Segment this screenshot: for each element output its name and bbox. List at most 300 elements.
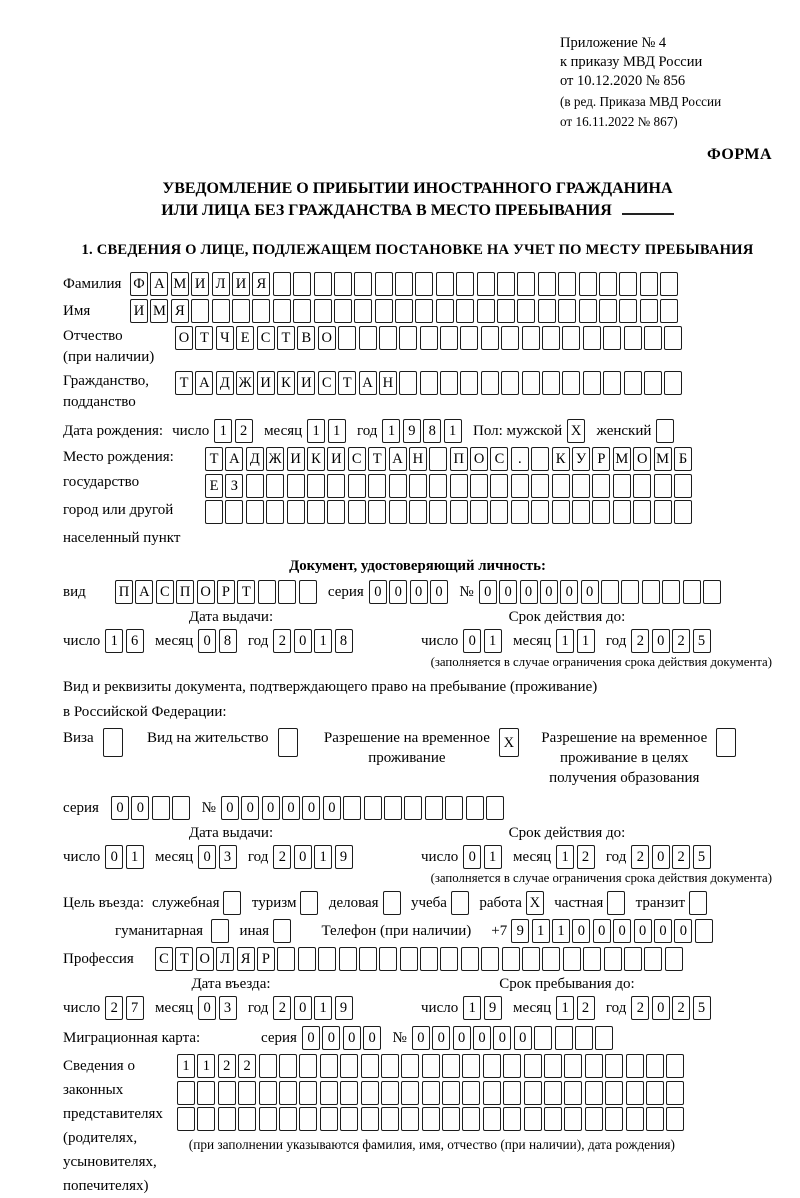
form-cell[interactable] <box>522 947 540 971</box>
form-cell[interactable] <box>278 728 298 757</box>
form-cell[interactable]: 0 <box>410 580 428 604</box>
form-cell[interactable] <box>422 1107 440 1131</box>
form-cell[interactable] <box>232 299 250 323</box>
form-cell[interactable] <box>531 474 549 498</box>
form-cell[interactable]: Б <box>674 447 692 471</box>
form-cell[interactable] <box>544 1107 562 1131</box>
form-cell[interactable]: 0 <box>593 919 611 943</box>
form-cell[interactable] <box>343 796 361 820</box>
form-cell[interactable] <box>318 947 336 971</box>
form-cell[interactable] <box>511 500 529 524</box>
form-cell[interactable]: 8 <box>335 629 353 653</box>
form-cell[interactable]: 1 <box>197 1054 215 1078</box>
form-cell[interactable] <box>624 947 642 971</box>
form-cell[interactable] <box>477 299 495 323</box>
form-cell[interactable] <box>563 947 581 971</box>
form-cell[interactable] <box>364 796 382 820</box>
form-cell[interactable] <box>575 1026 593 1050</box>
form-cell[interactable]: О <box>175 326 193 350</box>
form-cell[interactable] <box>320 1081 338 1105</box>
form-cell[interactable]: Т <box>205 447 223 471</box>
form-cell[interactable]: 0 <box>363 1026 381 1050</box>
form-cell[interactable]: Н <box>379 371 397 395</box>
form-cell[interactable] <box>218 1107 236 1131</box>
form-cell[interactable]: 0 <box>652 629 670 653</box>
form-cell[interactable] <box>339 947 357 971</box>
form-cell[interactable]: М <box>150 299 168 323</box>
form-cell[interactable]: 9 <box>335 845 353 869</box>
form-cell[interactable]: 0 <box>499 580 517 604</box>
form-cell[interactable]: 0 <box>674 919 692 943</box>
form-cell[interactable]: С <box>348 447 366 471</box>
form-cell[interactable]: 0 <box>432 1026 450 1050</box>
form-cell[interactable]: Т <box>277 326 295 350</box>
form-cell[interactable]: 5 <box>693 629 711 653</box>
form-cell[interactable]: 9 <box>484 996 502 1020</box>
form-cell[interactable] <box>626 1081 644 1105</box>
form-cell[interactable]: 0 <box>343 1026 361 1050</box>
form-cell[interactable]: 3 <box>219 996 237 1020</box>
form-cell[interactable]: 2 <box>577 845 595 869</box>
form-cell[interactable]: 2 <box>238 1054 256 1078</box>
form-cell[interactable]: 2 <box>218 1054 236 1078</box>
form-cell[interactable]: 0 <box>198 996 216 1020</box>
form-cell[interactable] <box>564 1081 582 1105</box>
form-cell[interactable] <box>666 1107 684 1131</box>
form-cell[interactable] <box>605 1054 623 1078</box>
form-cell[interactable] <box>517 272 535 296</box>
form-cell[interactable] <box>646 1054 664 1078</box>
form-cell[interactable] <box>152 796 170 820</box>
form-cell[interactable] <box>420 371 438 395</box>
form-cell[interactable] <box>613 500 631 524</box>
form-cell[interactable] <box>640 299 658 323</box>
form-cell[interactable]: 0 <box>389 580 407 604</box>
form-cell[interactable]: М <box>654 447 672 471</box>
form-cell[interactable]: 1 <box>214 419 232 443</box>
form-cell[interactable]: 0 <box>221 796 239 820</box>
form-cell[interactable] <box>572 474 590 498</box>
form-cell[interactable] <box>626 1107 644 1131</box>
form-cell[interactable] <box>327 500 345 524</box>
form-cell[interactable] <box>579 272 597 296</box>
form-cell[interactable] <box>716 728 736 757</box>
form-cell[interactable] <box>429 500 447 524</box>
form-cell[interactable]: 0 <box>634 919 652 943</box>
form-cell[interactable]: Т <box>175 371 193 395</box>
form-cell[interactable] <box>279 1081 297 1105</box>
form-cell[interactable]: 1 <box>532 919 550 943</box>
form-cell[interactable]: 0 <box>572 919 590 943</box>
form-cell[interactable] <box>483 1054 501 1078</box>
form-cell[interactable] <box>490 474 508 498</box>
form-cell[interactable] <box>592 500 610 524</box>
form-cell[interactable] <box>633 474 651 498</box>
form-cell[interactable] <box>205 500 223 524</box>
form-cell[interactable]: И <box>327 447 345 471</box>
form-cell[interactable]: И <box>191 272 209 296</box>
form-cell[interactable]: И <box>297 371 315 395</box>
form-cell[interactable] <box>522 371 540 395</box>
form-cell[interactable] <box>660 272 678 296</box>
form-cell[interactable] <box>524 1107 542 1131</box>
form-cell[interactable] <box>258 580 276 604</box>
form-cell[interactable] <box>440 947 458 971</box>
form-cell[interactable] <box>379 326 397 350</box>
form-cell[interactable] <box>503 1081 521 1105</box>
form-cell[interactable] <box>442 1107 460 1131</box>
form-cell[interactable] <box>534 1026 552 1050</box>
form-cell[interactable] <box>401 1054 419 1078</box>
form-cell[interactable]: 0 <box>282 796 300 820</box>
form-cell[interactable] <box>340 1107 358 1131</box>
form-cell[interactable]: 0 <box>111 796 129 820</box>
form-cell[interactable] <box>314 299 332 323</box>
form-cell[interactable] <box>320 1107 338 1131</box>
form-cell[interactable] <box>273 919 291 943</box>
form-cell[interactable]: 3 <box>219 845 237 869</box>
form-cell[interactable] <box>375 299 393 323</box>
form-cell[interactable] <box>501 371 519 395</box>
form-cell[interactable] <box>445 796 463 820</box>
form-cell[interactable]: 2 <box>235 419 253 443</box>
form-cell[interactable] <box>646 1081 664 1105</box>
form-cell[interactable] <box>497 272 515 296</box>
form-cell[interactable]: 2 <box>273 996 291 1020</box>
form-cell[interactable]: И <box>232 272 250 296</box>
form-cell[interactable]: Я <box>171 299 189 323</box>
form-cell[interactable]: С <box>318 371 336 395</box>
form-cell[interactable]: С <box>257 326 275 350</box>
form-cell[interactable] <box>490 500 508 524</box>
form-cell[interactable]: 1 <box>556 996 574 1020</box>
form-cell[interactable]: 5 <box>693 996 711 1020</box>
form-cell[interactable] <box>266 500 284 524</box>
form-cell[interactable] <box>348 500 366 524</box>
form-cell[interactable]: А <box>150 272 168 296</box>
form-cell[interactable] <box>544 1054 562 1078</box>
form-cell[interactable] <box>664 326 682 350</box>
form-cell[interactable]: С <box>155 947 173 971</box>
form-cell[interactable]: 1 <box>556 845 574 869</box>
form-cell[interactable]: 0 <box>294 845 312 869</box>
form-cell[interactable] <box>400 947 418 971</box>
form-cell[interactable]: 8 <box>423 419 441 443</box>
form-cell[interactable] <box>626 1054 644 1078</box>
form-cell[interactable] <box>462 1054 480 1078</box>
form-cell[interactable] <box>481 326 499 350</box>
form-cell[interactable] <box>223 891 241 915</box>
form-cell[interactable]: Р <box>592 447 610 471</box>
form-cell[interactable] <box>542 326 560 350</box>
form-cell[interactable] <box>252 299 270 323</box>
form-cell[interactable] <box>592 474 610 498</box>
form-cell[interactable]: . <box>511 447 529 471</box>
form-cell[interactable] <box>579 299 597 323</box>
form-cell[interactable] <box>340 1054 358 1078</box>
form-cell[interactable] <box>404 796 422 820</box>
form-cell[interactable] <box>212 299 230 323</box>
form-cell[interactable] <box>307 500 325 524</box>
form-cell[interactable] <box>197 1107 215 1131</box>
form-cell[interactable]: Л <box>212 272 230 296</box>
form-cell[interactable] <box>436 299 454 323</box>
form-cell[interactable]: 0 <box>654 919 672 943</box>
form-cell[interactable]: X <box>567 419 585 443</box>
form-cell[interactable]: Я <box>237 947 255 971</box>
form-cell[interactable] <box>191 299 209 323</box>
form-cell[interactable]: 0 <box>294 629 312 653</box>
form-cell[interactable]: 0 <box>302 796 320 820</box>
form-cell[interactable] <box>562 326 580 350</box>
form-cell[interactable] <box>299 1081 317 1105</box>
form-cell[interactable]: 0 <box>463 845 481 869</box>
form-cell[interactable] <box>644 371 662 395</box>
form-cell[interactable] <box>299 580 317 604</box>
form-cell[interactable] <box>279 1054 297 1078</box>
form-cell[interactable] <box>462 1107 480 1131</box>
form-cell[interactable] <box>425 796 443 820</box>
form-cell[interactable] <box>483 1081 501 1105</box>
form-cell[interactable] <box>538 272 556 296</box>
form-cell[interactable]: Е <box>236 326 254 350</box>
form-cell[interactable] <box>442 1081 460 1105</box>
form-cell[interactable]: 1 <box>126 845 144 869</box>
form-cell[interactable]: 1 <box>382 419 400 443</box>
form-cell[interactable] <box>644 326 662 350</box>
form-cell[interactable]: Д <box>216 371 234 395</box>
form-cell[interactable]: 2 <box>672 996 690 1020</box>
form-cell[interactable] <box>246 474 264 498</box>
form-cell[interactable]: 2 <box>672 845 690 869</box>
form-cell[interactable]: 9 <box>335 996 353 1020</box>
form-cell[interactable] <box>601 580 619 604</box>
form-cell[interactable] <box>522 326 540 350</box>
form-cell[interactable]: 0 <box>294 996 312 1020</box>
form-cell[interactable] <box>470 500 488 524</box>
form-cell[interactable]: 0 <box>473 1026 491 1050</box>
form-cell[interactable]: Д <box>246 447 264 471</box>
form-cell[interactable] <box>368 500 386 524</box>
form-cell[interactable] <box>605 1107 623 1131</box>
form-cell[interactable]: 0 <box>613 919 631 943</box>
form-cell[interactable]: 1 <box>484 845 502 869</box>
form-cell[interactable]: 0 <box>540 580 558 604</box>
form-cell[interactable] <box>607 891 625 915</box>
form-cell[interactable] <box>361 1081 379 1105</box>
form-cell[interactable] <box>544 1081 562 1105</box>
form-cell[interactable] <box>361 1054 379 1078</box>
form-cell[interactable]: 8 <box>219 629 237 653</box>
form-cell[interactable]: 6 <box>126 629 144 653</box>
form-cell[interactable] <box>177 1107 195 1131</box>
form-cell[interactable]: 0 <box>105 845 123 869</box>
form-cell[interactable] <box>361 1107 379 1131</box>
form-cell[interactable] <box>436 272 454 296</box>
form-cell[interactable] <box>225 500 243 524</box>
form-cell[interactable]: 0 <box>463 629 481 653</box>
form-cell[interactable]: Т <box>368 447 386 471</box>
form-cell[interactable] <box>381 1081 399 1105</box>
form-cell[interactable] <box>384 796 402 820</box>
form-cell[interactable] <box>640 272 658 296</box>
form-cell[interactable] <box>451 891 469 915</box>
form-cell[interactable] <box>462 1081 480 1105</box>
form-cell[interactable]: 7 <box>126 996 144 1020</box>
form-cell[interactable] <box>633 500 651 524</box>
form-cell[interactable]: 0 <box>514 1026 532 1050</box>
form-cell[interactable]: К <box>307 447 325 471</box>
form-cell[interactable]: 1 <box>444 419 462 443</box>
form-cell[interactable] <box>555 1026 573 1050</box>
form-cell[interactable] <box>654 500 672 524</box>
form-cell[interactable]: А <box>195 371 213 395</box>
form-cell[interactable] <box>420 947 438 971</box>
form-cell[interactable] <box>440 371 458 395</box>
form-cell[interactable] <box>599 299 617 323</box>
form-cell[interactable] <box>389 500 407 524</box>
form-cell[interactable] <box>585 1107 603 1131</box>
form-cell[interactable] <box>542 947 560 971</box>
form-cell[interactable]: 5 <box>693 845 711 869</box>
form-cell[interactable]: К <box>277 371 295 395</box>
form-cell[interactable]: С <box>490 447 508 471</box>
form-cell[interactable] <box>585 1081 603 1105</box>
form-cell[interactable] <box>409 474 427 498</box>
form-cell[interactable] <box>470 474 488 498</box>
form-cell[interactable]: И <box>287 447 305 471</box>
form-cell[interactable] <box>348 474 366 498</box>
form-cell[interactable] <box>619 299 637 323</box>
form-cell[interactable] <box>666 1054 684 1078</box>
form-cell[interactable] <box>683 580 701 604</box>
form-cell[interactable]: 1 <box>328 419 346 443</box>
form-cell[interactable] <box>354 299 372 323</box>
form-cell[interactable] <box>422 1054 440 1078</box>
form-cell[interactable] <box>300 891 318 915</box>
form-cell[interactable] <box>599 272 617 296</box>
form-cell[interactable]: 0 <box>262 796 280 820</box>
form-cell[interactable]: Ч <box>216 326 234 350</box>
form-cell[interactable] <box>307 474 325 498</box>
form-cell[interactable] <box>429 474 447 498</box>
form-cell[interactable] <box>524 1054 542 1078</box>
form-cell[interactable]: М <box>613 447 631 471</box>
form-cell[interactable]: О <box>197 580 215 604</box>
form-cell[interactable] <box>483 1107 501 1131</box>
form-cell[interactable] <box>666 1081 684 1105</box>
form-cell[interactable]: 1 <box>105 629 123 653</box>
form-cell[interactable] <box>389 474 407 498</box>
form-cell[interactable] <box>172 796 190 820</box>
form-cell[interactable] <box>399 326 417 350</box>
form-cell[interactable] <box>552 474 570 498</box>
form-cell[interactable]: А <box>389 447 407 471</box>
form-cell[interactable] <box>656 419 674 443</box>
form-cell[interactable]: Я <box>252 272 270 296</box>
form-cell[interactable]: 2 <box>672 629 690 653</box>
form-cell[interactable] <box>664 371 682 395</box>
form-cell[interactable]: С <box>156 580 174 604</box>
form-cell[interactable] <box>642 580 660 604</box>
form-cell[interactable] <box>531 447 549 471</box>
form-cell[interactable] <box>246 500 264 524</box>
form-cell[interactable] <box>524 1081 542 1105</box>
form-cell[interactable] <box>674 500 692 524</box>
form-cell[interactable] <box>502 947 520 971</box>
form-cell[interactable] <box>338 326 356 350</box>
form-cell[interactable] <box>654 474 672 498</box>
form-cell[interactable] <box>477 272 495 296</box>
form-cell[interactable]: 2 <box>631 996 649 1020</box>
form-cell[interactable]: 0 <box>493 1026 511 1050</box>
form-cell[interactable] <box>662 580 680 604</box>
form-cell[interactable]: У <box>572 447 590 471</box>
form-cell[interactable] <box>603 371 621 395</box>
form-cell[interactable]: Т <box>237 580 255 604</box>
form-cell[interactable] <box>461 947 479 971</box>
form-cell[interactable] <box>314 272 332 296</box>
form-cell[interactable] <box>273 272 291 296</box>
form-cell[interactable]: М <box>171 272 189 296</box>
form-cell[interactable]: 0 <box>302 1026 320 1050</box>
form-cell[interactable]: 2 <box>273 629 291 653</box>
form-cell[interactable]: 0 <box>520 580 538 604</box>
form-cell[interactable]: 0 <box>131 796 149 820</box>
form-cell[interactable]: 0 <box>198 845 216 869</box>
form-cell[interactable] <box>564 1054 582 1078</box>
form-cell[interactable] <box>481 947 499 971</box>
form-cell[interactable]: Т <box>175 947 193 971</box>
form-cell[interactable] <box>583 326 601 350</box>
form-cell[interactable] <box>359 947 377 971</box>
form-cell[interactable] <box>103 728 123 757</box>
form-cell[interactable]: 1 <box>177 1054 195 1078</box>
form-cell[interactable]: 0 <box>430 580 448 604</box>
form-cell[interactable] <box>415 272 433 296</box>
form-cell[interactable] <box>660 299 678 323</box>
form-cell[interactable]: Т <box>338 371 356 395</box>
form-cell[interactable]: X <box>526 891 544 915</box>
form-cell[interactable] <box>375 272 393 296</box>
form-cell[interactable] <box>442 1054 460 1078</box>
form-cell[interactable] <box>585 1054 603 1078</box>
form-cell[interactable] <box>674 474 692 498</box>
form-cell[interactable] <box>287 474 305 498</box>
form-cell[interactable]: 2 <box>577 996 595 1020</box>
form-cell[interactable] <box>466 796 484 820</box>
form-cell[interactable] <box>293 299 311 323</box>
form-cell[interactable]: 1 <box>314 629 332 653</box>
form-cell[interactable] <box>552 500 570 524</box>
form-cell[interactable]: А <box>135 580 153 604</box>
form-cell[interactable]: 9 <box>511 919 529 943</box>
form-cell[interactable] <box>572 500 590 524</box>
form-cell[interactable] <box>381 1107 399 1131</box>
form-cell[interactable] <box>298 947 316 971</box>
form-cell[interactable] <box>558 272 576 296</box>
form-cell[interactable] <box>621 580 639 604</box>
form-cell[interactable] <box>619 272 637 296</box>
form-cell[interactable] <box>238 1081 256 1105</box>
form-cell[interactable]: Е <box>205 474 223 498</box>
form-cell[interactable]: Ф <box>130 272 148 296</box>
form-cell[interactable] <box>562 371 580 395</box>
form-cell[interactable]: 2 <box>273 845 291 869</box>
form-cell[interactable] <box>266 474 284 498</box>
form-cell[interactable] <box>450 474 468 498</box>
form-cell[interactable] <box>624 371 642 395</box>
